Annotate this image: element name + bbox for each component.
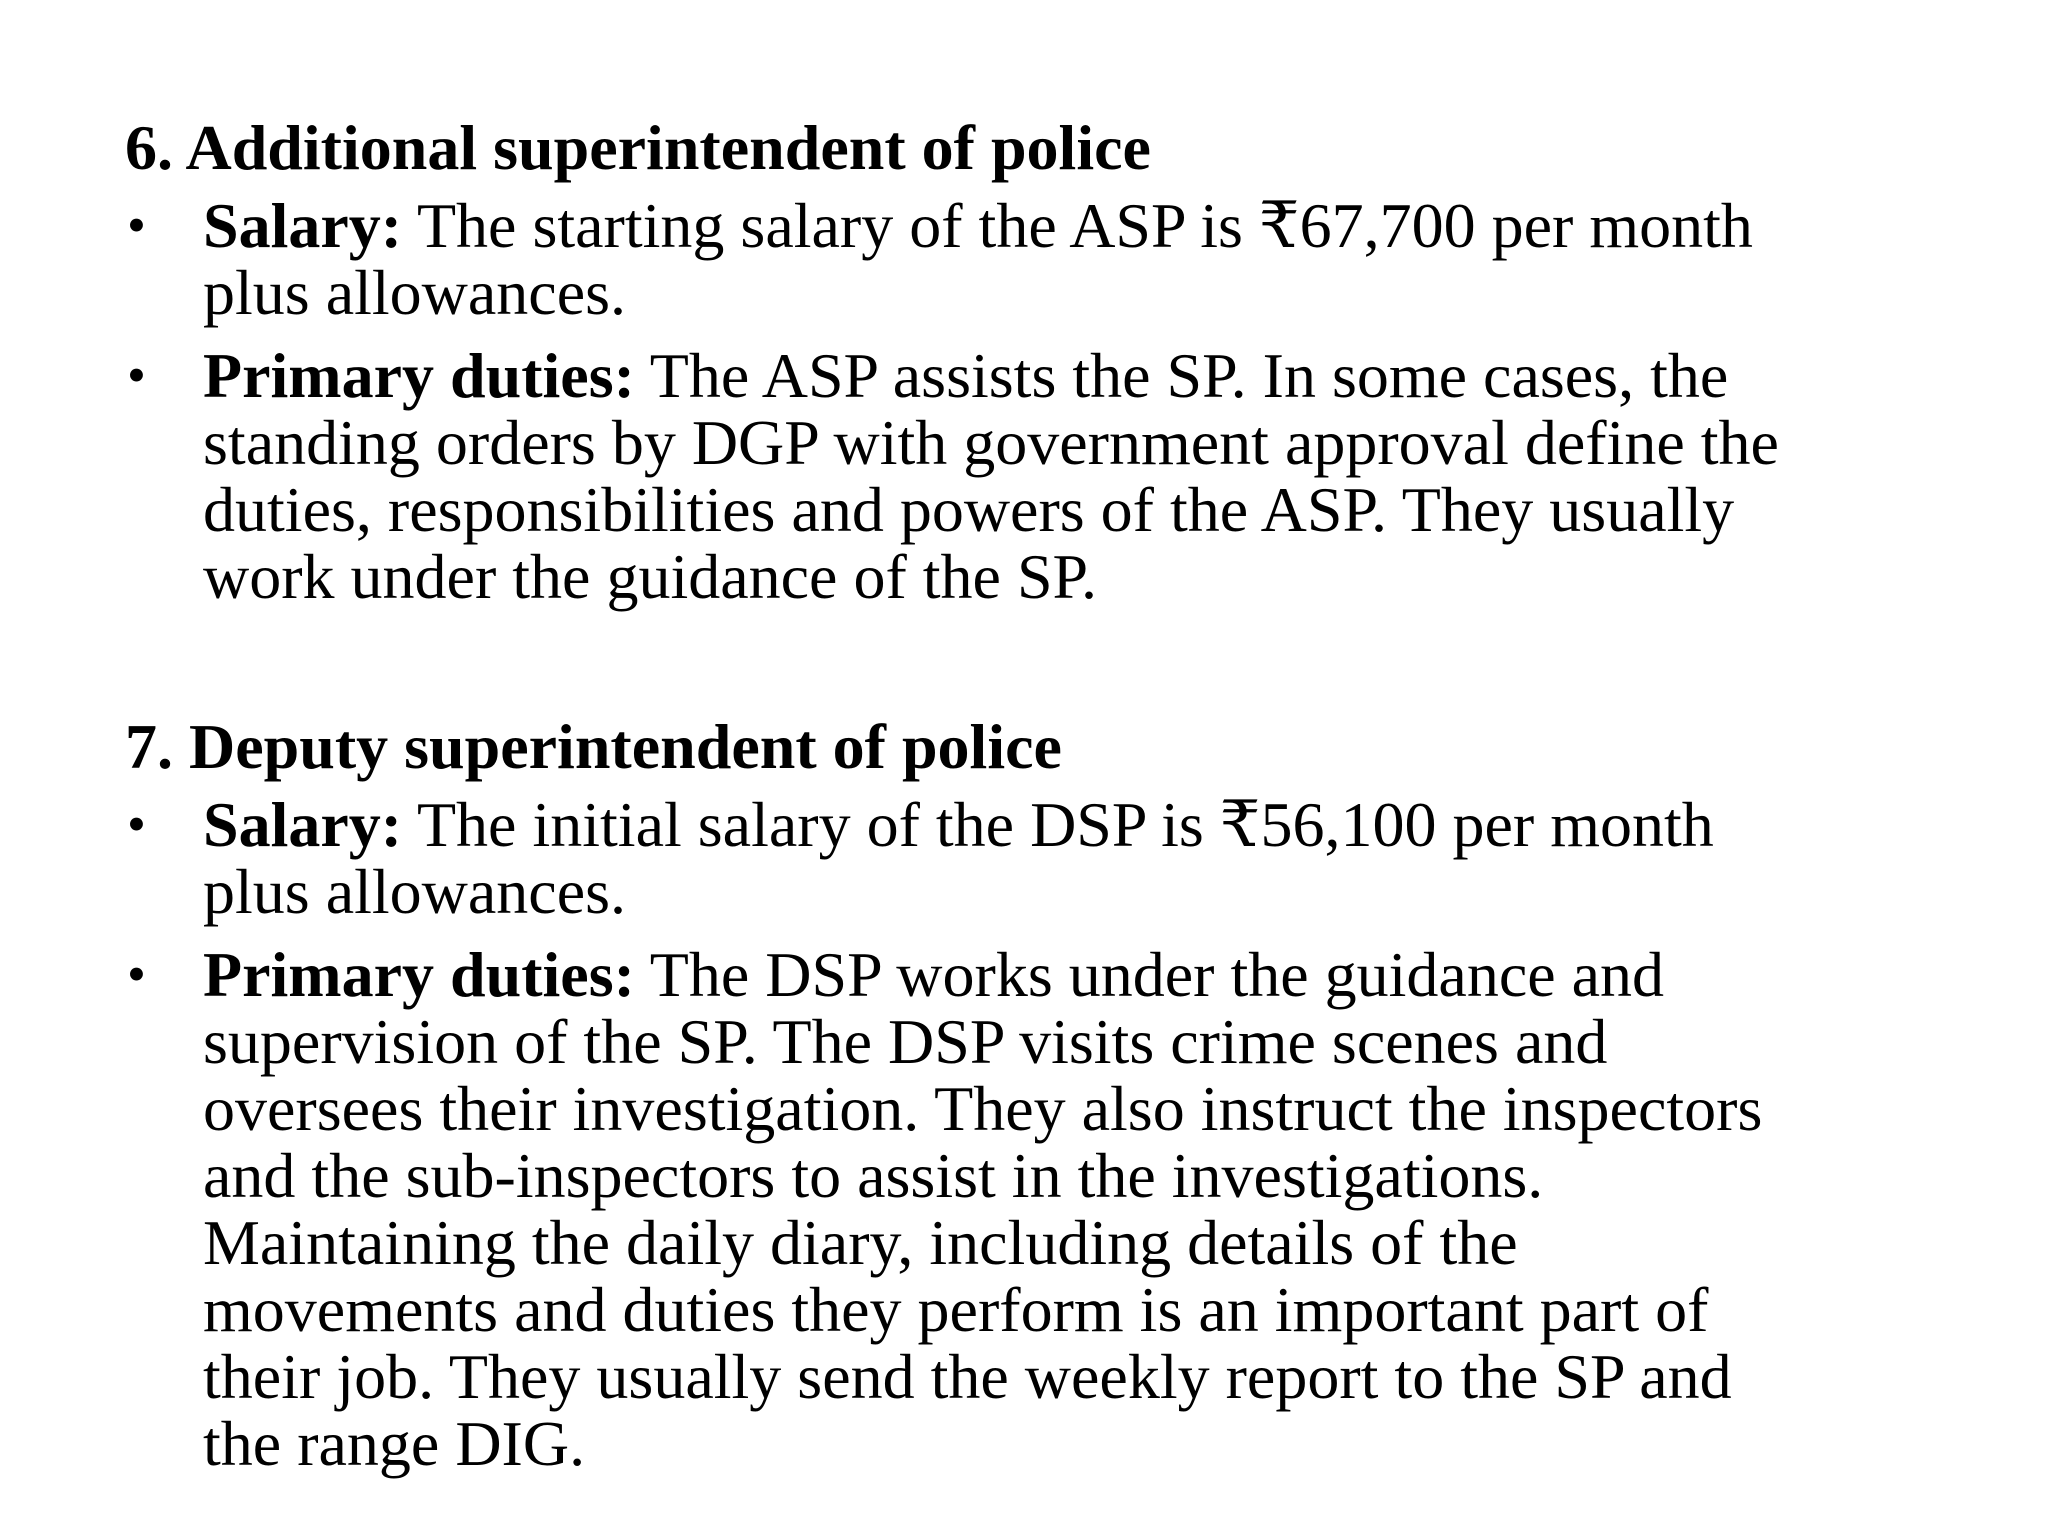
bullet-line: plus allowances. — [203, 257, 626, 328]
bullet-item-salary — [125, 192, 2008, 326]
bullet-text: The starting salary of the ASP is ₹67,700 per month — [402, 190, 1753, 261]
bullet-line: duties, responsibilities and powers of the ASP. They usually — [203, 474, 1735, 545]
section-dsp — [125, 707, 2008, 1493]
bullet-item-duties — [125, 941, 2008, 1477]
bullet-text: The ASP assists the SP. In some cases, the — [634, 340, 1729, 411]
bullet-label: Salary: — [203, 190, 403, 261]
bullet-icon: • — [127, 345, 146, 405]
bullet-line: their job. They usually send the weekly report to the SP and — [203, 1341, 1732, 1412]
bullet-text: The initial salary of the DSP is ₹56,100 per month — [402, 789, 1714, 860]
bullet-line — [203, 342, 2008, 409]
bullet-line: the range DIG. — [203, 1408, 586, 1479]
bullet-text: The DSP works under the guidance and — [634, 939, 1665, 1010]
section-heading: 7. Deputy superintendent of police — [125, 711, 1062, 782]
bullet-icon: • — [127, 944, 146, 1004]
bullet-line: oversees their investigation. They also instruct the inspectors — [203, 1073, 1763, 1144]
bullet-line: supervision of the SP. The DSP visits crime scenes and — [203, 1006, 1608, 1077]
bullet-line — [203, 192, 2008, 259]
section-heading: 6. Additional superintendent of police — [125, 112, 1151, 183]
bullet-line: work under the guidance of the SP. — [203, 541, 1098, 612]
bullet-line: and the sub-inspectors to assist in the investigations. — [203, 1140, 1544, 1211]
bullet-icon: • — [127, 794, 146, 854]
bullet-label: Primary duties: — [203, 939, 635, 1010]
bullet-line — [203, 791, 2008, 858]
bullet-line — [203, 941, 2008, 1008]
bullet-label: Primary duties: — [203, 340, 635, 411]
bullet-label: Salary: — [203, 789, 403, 860]
bullet-line: Maintaining the daily diary, including details of the — [203, 1207, 1518, 1278]
bullet-icon: • — [127, 195, 146, 255]
section-asp — [125, 108, 2008, 626]
bullet-list — [125, 192, 2008, 610]
bullet-line: movements and duties they perform is an important part of — [203, 1274, 1709, 1345]
bullet-item-salary — [125, 791, 2008, 925]
bullet-item-duties — [125, 342, 2008, 610]
bullet-line: standing orders by DGP with government approval define the — [203, 407, 1779, 478]
bullet-line: plus allowances. — [203, 856, 626, 927]
bullet-list — [125, 791, 2008, 1477]
